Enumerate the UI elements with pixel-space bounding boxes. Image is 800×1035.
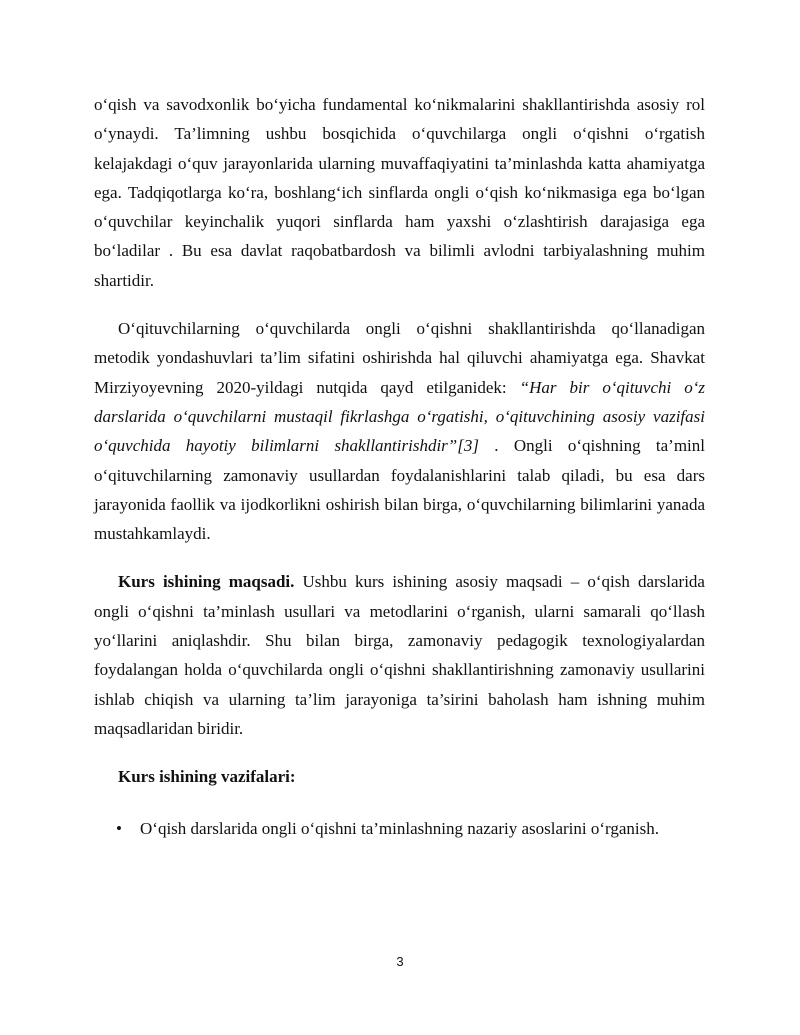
paragraph-intro: o‘qish va savodxonlik bo‘yicha fundamental ko‘nikmalarini shakllantirishda asosiy rol o‘ynaydi. Ta’limning ushbu bosqichida o‘quvchilarga ongli o‘qishni o‘rgatish kelajakdagi o‘quv jarayonlarida ularning muvaffaqiyatini ta’minlashda katta ahamiyatga ega. Tadqiqotlarga ko‘ra, boshlang‘ich sinflarda ongli o‘qish ko‘nikmasiga ega bo‘lgan o‘quvchilar keyinchalik yuqori sinflarda ham yaxshi o‘zlashtirish darajasiga ega bo‘ladilar . Bu esa davlat raqobatbardosh va bilimli avlodni tarbiyalashning muhim shartidir. — [94, 95, 705, 290]
paragraph-goal — [94, 567, 705, 743]
goal-lead-label: Kurs ishining maqsadi. — [118, 572, 295, 592]
list-item-text: O‘qish darslarida ongli o‘qishni ta’minlashning nazariy asoslarini o‘rganish. — [140, 818, 660, 838]
list-item — [94, 814, 705, 843]
paragraph-methods-text: O‘qituvchilarning o‘quvchilarda ongli o‘qishni shakllantirishda qo‘llanadigan metodik yondashuvlari ta’lim sifatini oshirishda hal qiluvchi ahamiyatga ega. Shavkat Mirziyoyevning 2020-yildagi nutqida qayd etilganidek: — [94, 319, 705, 397]
page-number: 3 — [396, 954, 404, 969]
bullet-icon: • — [116, 818, 122, 838]
goal-text: Ushbu kurs ishining asosiy maqsadi – o‘qish darslarida ongli o‘qishni ta’minlash usullari va metodlarini o‘rganish, ularni samarali qo‘llash yo‘llarini aniqlashdir. Shu bilan birga, zamonaviy pedagogik texnologiyalardan foydalangan holda o‘quvchilarda ongli o‘qishni shakllantirishning zamonaviy usullarini ishlab chiqish va ularning ta’lim jarayoniga ta’sirini baholash ham ishning muhim maqsadlaridan biridir. — [94, 572, 705, 738]
president-quote: “Har bir o‘qituvchi o‘z darslarida o‘quvchilarni mustaqil fikrlashga o‘rgatishi, o‘qituvchining asosiy vazifasi o‘quvchida hayotiy bilimlarni shakllantirishdir”[3] — [94, 377, 706, 456]
tasks-list — [94, 814, 705, 843]
paragraph-methods-end: . Ongli o‘qishning ta’minl o‘qituvchilarning zamonaviy usullardan foydalanishlarini talab qiladi, bu esa dars jarayonida faollik va ijodkorlikni oshirish bilan birga, o‘quvchilarning bilimlarini yanada mustahkamlaydi. — [94, 436, 706, 544]
paragraph-methods — [94, 314, 705, 548]
tasks-heading: Kurs ishining vazifalari: — [118, 767, 296, 787]
page-content — [94, 90, 705, 843]
